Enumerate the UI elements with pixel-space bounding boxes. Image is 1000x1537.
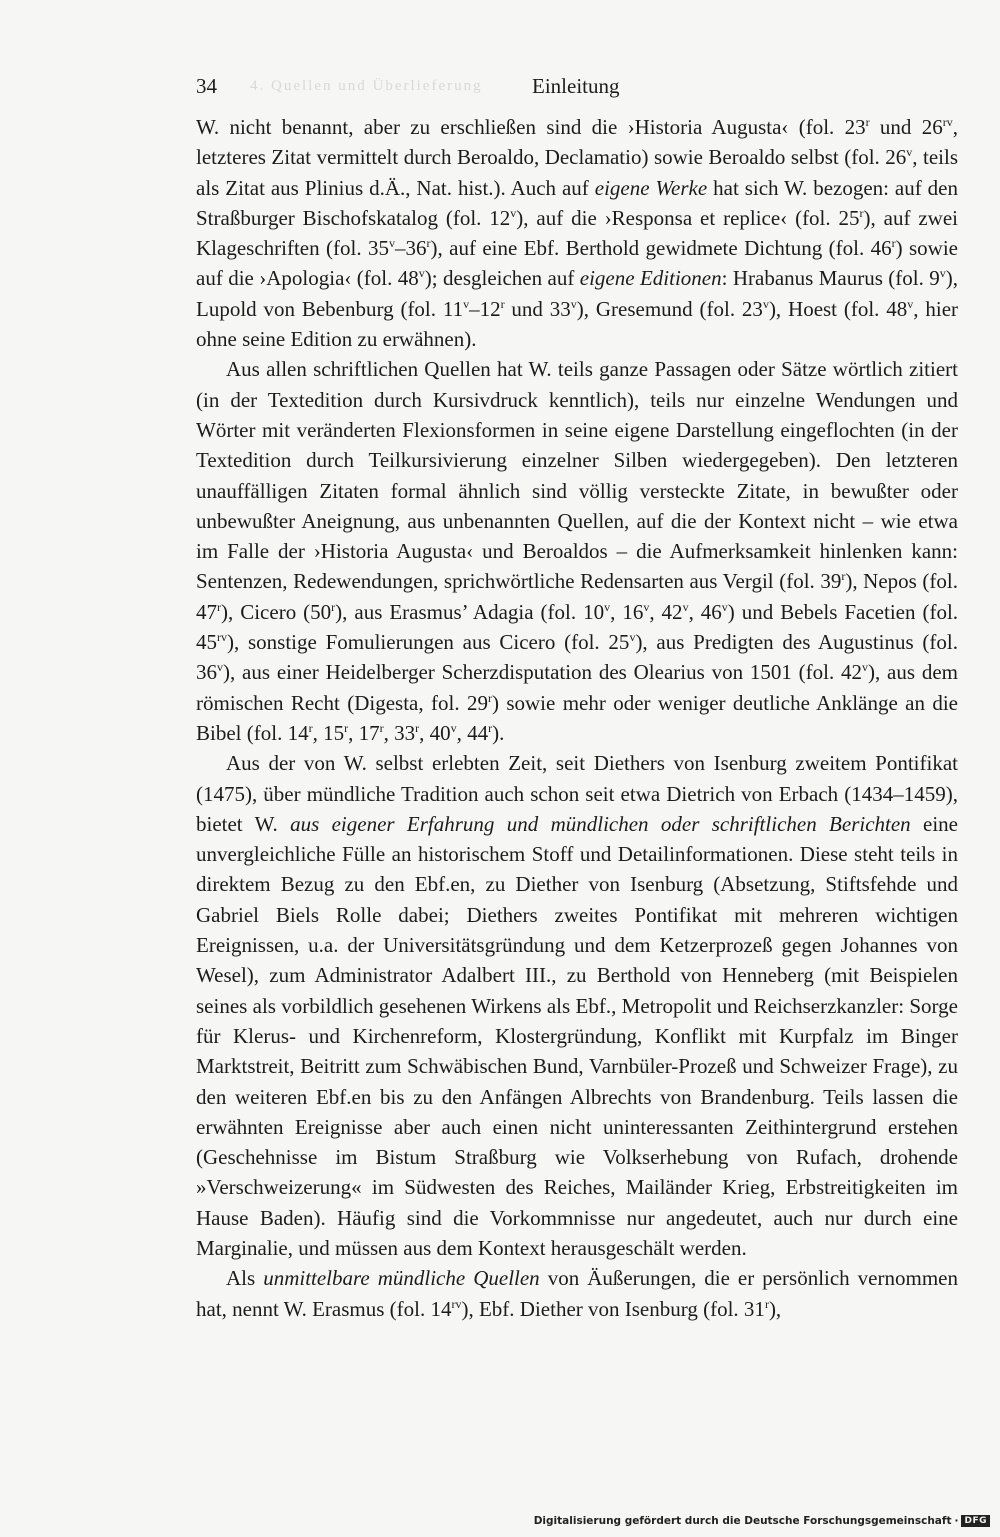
folio-superscript: r bbox=[308, 720, 313, 735]
folio-superscript: v bbox=[907, 296, 914, 311]
paragraph-1 bbox=[196, 112, 958, 354]
text-run: ). bbox=[492, 720, 505, 745]
text-run: ), auf zwei Klageschriften (fol. 35 bbox=[196, 205, 958, 261]
folio-superscript: rv bbox=[451, 1296, 462, 1311]
running-title: Einleitung bbox=[532, 74, 620, 98]
folio-superscript: v bbox=[721, 599, 728, 614]
text-run: ), auf die ›Responsa et replice‹ (fol. 25 bbox=[516, 205, 860, 230]
text-run: ), aus Predigten des Augustinus (fol. 36 bbox=[196, 630, 958, 685]
paragraph-4 bbox=[196, 1263, 958, 1324]
folio-superscript: v bbox=[510, 205, 517, 220]
text-run: ), Ebf. Diether von Isenburg (fol. 31 bbox=[461, 1296, 765, 1321]
text-run: hat sich W. bezogen: auf den Straßburger Bischofskatalog (fol. 12 bbox=[196, 175, 958, 230]
text-run: , 40 bbox=[419, 720, 451, 745]
folio-superscript: r bbox=[415, 720, 420, 735]
italic-phrase: unmittelbare mündliche Quellen bbox=[263, 1266, 540, 1291]
folio-superscript: v bbox=[570, 296, 577, 311]
text-run: ), auf eine Ebf. Berthold gewidmete Dichtung (fol. 46 bbox=[430, 236, 892, 261]
folio-superscript: v bbox=[217, 660, 223, 675]
text-run: ), Gresemund (fol. 23 bbox=[576, 296, 763, 321]
paragraph-2 bbox=[196, 354, 958, 748]
folio-superscript: r bbox=[500, 296, 505, 311]
paragraph-3 bbox=[196, 748, 958, 1263]
folio-superscript: v bbox=[762, 296, 769, 311]
digitization-footer bbox=[534, 1515, 990, 1527]
folio-superscript: r bbox=[865, 115, 870, 129]
text-run: , hier ohne seine Edition zu erwähnen). bbox=[196, 296, 959, 352]
folio-superscript: v bbox=[939, 266, 946, 281]
running-header bbox=[196, 70, 958, 100]
text-run: ), bbox=[768, 1296, 782, 1321]
dfg-logo: DFG bbox=[961, 1515, 990, 1527]
folio-superscript: v bbox=[643, 599, 650, 614]
text-run: ) und Bebels Facetien (fol. 45 bbox=[196, 599, 959, 655]
text-run: Aus der von W. selbst erlebten Zeit, seit Diethers von Isenburg zweitem Pontifikat (1475), über mündliche Tradition auch schon seit etwa Dietrich von Erbach (1434–1459), bietet W. bbox=[196, 751, 958, 836]
italic-phrase: eigene Werke bbox=[594, 175, 708, 200]
folio-superscript: v bbox=[629, 630, 636, 645]
text-run: ), aus einer Heidelberger Scherzdisputation des Olearius von 1501 (fol. 42 bbox=[223, 660, 863, 685]
text-run: , letzteres Zitat vermittelt durch Beroaldo, Declamatio) sowie Beroaldo selbst (fol. 26 bbox=[196, 115, 958, 170]
folio-superscript: v bbox=[463, 296, 470, 311]
text-run: ), aus dem römischen Recht (Digesta, fol. 29 bbox=[196, 660, 958, 715]
folio-superscript: v bbox=[862, 660, 869, 675]
text-run: Als bbox=[226, 1266, 264, 1291]
folio-superscript: v bbox=[604, 599, 611, 614]
text-run: ), Cicero (50 bbox=[221, 599, 332, 624]
italic-phrase: eigene Editionen bbox=[579, 266, 722, 291]
folio-superscript: v bbox=[418, 266, 425, 281]
footer-separator: · bbox=[954, 1515, 959, 1527]
text-run: eine unvergleichliche Fülle an historischem Stoff und Detailinformationen. Diese steht teils in direktem Bezug zu den Ebf.en, zu Diether von Isenburg (Absetzung, Stiftsfehde und Gabriel Biels Rolle dabei; Diethers zweites Pontifikat mit mehreren wichtigen Ereignissen, u.a. der Universitätsgründung und dem Ketzerprozeß gegen Johannes von Wesel), zum Administrator Adalbert III., zu Berthold von Henneberg (mit Beispielen seines als vorbildlich gesehenen Wirkens als Ebf., Metropolit und Reichserzkanzler: Sorge für Klerus- und Kirchenreform, Klostergründung, Konflikt mit Kurpfalz im Binger Marktstreit, Beitritt zum Schwäbischen Bund, Varnbüler-Prozeß und Schweizer Frage), zu den weiteren Ebf.en bis zu den Anfängen Albrechts von Brandenburg. Teils lassen die erwähnten Ereignisse aber auch einen nicht uninteressanten Zeithintergrund erstehen (Geschehnisse im Bistum Straßburg wie Volkserhebung von Rufach, drohende »Verschweizerung« im Südwesten des Reiches, Mailänder Krieg, Erbstreitigkeiten im Hause Baden). Häufig sind die Vorkommnisse nur angedeutet, auch nur durch eine Marginalie, und müssen aus dem Kontext herausgeschält werden. bbox=[196, 811, 958, 1260]
text-run: , teils als Zitat aus Plinius d.Ä., Nat. hist.). Auch auf bbox=[196, 145, 958, 200]
text-run: ), sonstige Fomulierungen aus Cicero (fol. 25 bbox=[227, 630, 630, 655]
folio-superscript: v bbox=[682, 599, 689, 614]
folio-superscript: r bbox=[487, 690, 492, 705]
folio-superscript: r bbox=[891, 236, 896, 251]
bleed-through-text: 4. Quellen und Überlieferung bbox=[250, 78, 483, 94]
folio-superscript: v bbox=[906, 145, 913, 160]
text-run: , 44 bbox=[456, 720, 489, 745]
footer-text: Digitalisierung gefördert durch die Deutsche Forschungsgemeinschaft bbox=[533, 1515, 952, 1527]
text-run: ) sowie mehr oder weniger deutliche Anklänge an die Bibel (fol. 14 bbox=[196, 690, 958, 745]
folio-superscript: rv bbox=[217, 630, 227, 645]
text-run: –36 bbox=[394, 236, 427, 261]
text-run: ), Nepos (fol. 47 bbox=[196, 569, 958, 624]
text-run: Aus allen schriftlichen Quellen hat W. teils ganze Passagen oder Sätze wörtlich zitiert (in der Textedition durch Kursivdruck kenntlich), teils nur einzelne Wendungen und Wörter mit veränderten Flexionsformen in seine eigene Darstellung eingeflochten (in der Textedition durch Teilkursivierung einzelner Silben wiedergegeben). Den letzteren unauffälligen Zitaten formal ähnlich sind völlig versteckte Zitate, in bewußter oder unbewußter Aneignung, aus unbenannten Quellen, auf die der Kontext nicht – wie etwa im Falle der ›Historia Augusta‹ und Beroaldos – die Aufmerksamkeit hinlenken kann: Sentenzen, Redewendungen, sprichwörtliche Redensarten aus Vergil (fol. 39 bbox=[196, 357, 958, 594]
text-run: , 16 bbox=[610, 599, 644, 624]
page-number: 34 bbox=[196, 74, 217, 98]
italic-phrase: aus eigener Erfahrung und mündlichen oder schriftlichen Berichten bbox=[290, 811, 911, 836]
text-run: ), Hoest (fol. 48 bbox=[768, 296, 908, 321]
text-run: , 46 bbox=[688, 599, 722, 624]
folio-superscript: r bbox=[217, 599, 221, 614]
text-run: und 26 bbox=[869, 115, 943, 139]
text-run: von Äußerungen, die er persönlich vernommen hat, nennt W. Erasmus (fol. 14 bbox=[196, 1266, 958, 1321]
text-run: , 15 bbox=[312, 720, 345, 745]
text-run: ), aus Erasmus’ Adagia (fol. 10 bbox=[335, 599, 605, 624]
text-run: ), Lupold von Bebenburg (fol. 11 bbox=[196, 266, 958, 321]
text-run: und 33 bbox=[504, 296, 571, 321]
folio-superscript: rv bbox=[942, 115, 953, 129]
folio-superscript: r bbox=[426, 236, 431, 251]
body-text bbox=[196, 112, 958, 1324]
folio-superscript: r bbox=[764, 1296, 769, 1311]
text-run: , 42 bbox=[649, 599, 683, 624]
text-run: W. nicht benannt, aber zu erschließen sind die ›Historia Augusta‹ (fol. 23 bbox=[196, 115, 866, 139]
text-run: –12 bbox=[469, 296, 501, 321]
folio-superscript: r bbox=[841, 569, 846, 584]
text-run: ); desgleichen auf bbox=[424, 266, 580, 291]
text-run: : Hrabanus Maurus (fol. 9 bbox=[721, 266, 940, 291]
text-run: , 17 bbox=[348, 720, 380, 745]
text-run: , 33 bbox=[383, 720, 416, 745]
folio-superscript: r bbox=[331, 599, 336, 614]
text-run: ) sowie auf die ›Apologia‹ (fol. 48 bbox=[196, 236, 958, 291]
folio-superscript: r bbox=[379, 720, 384, 735]
folio-superscript: v bbox=[388, 236, 395, 251]
folio-superscript: v bbox=[450, 720, 457, 735]
folio-superscript: r bbox=[859, 205, 864, 220]
folio-superscript: r bbox=[488, 720, 493, 735]
folio-superscript: r bbox=[344, 720, 349, 735]
